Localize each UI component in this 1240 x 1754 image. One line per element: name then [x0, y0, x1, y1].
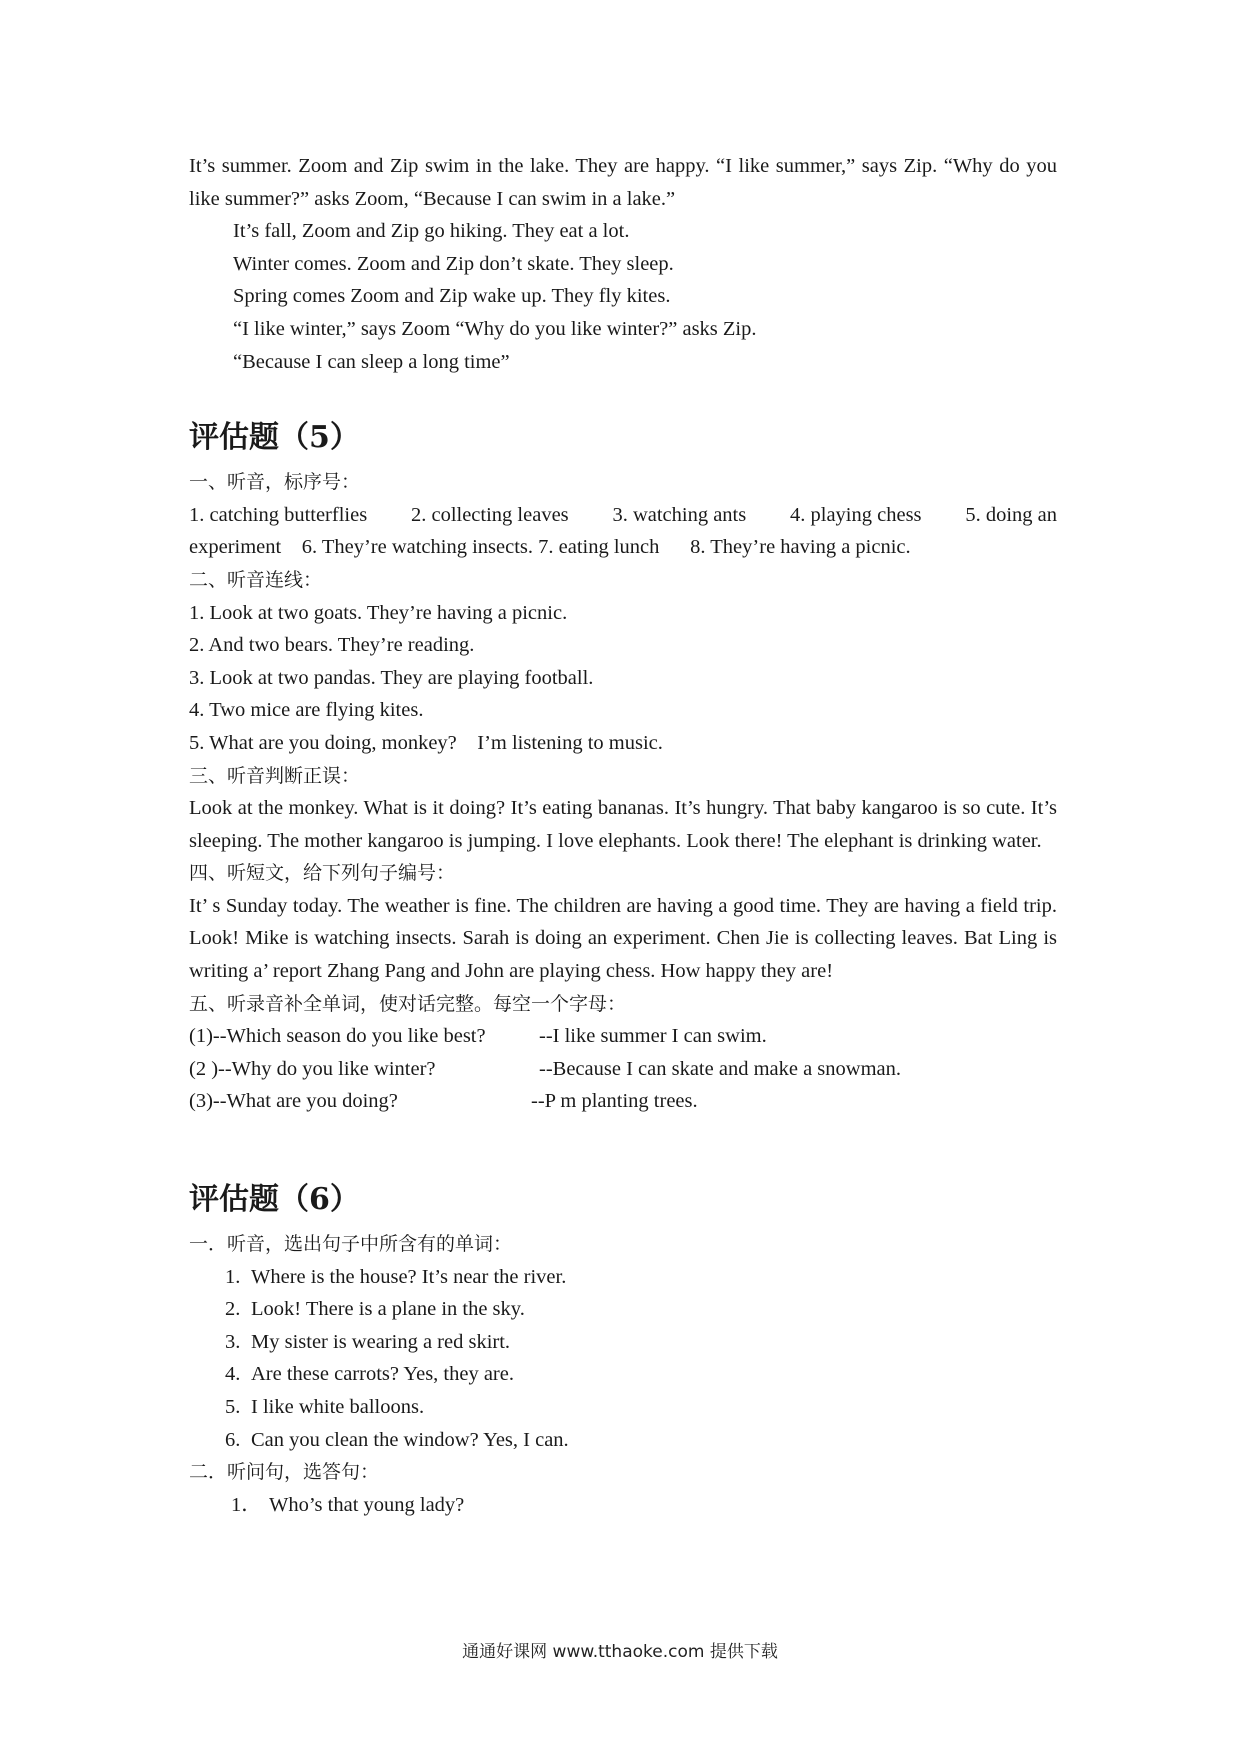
item-text: Can you clean the window? Yes, I can.	[251, 1428, 569, 1451]
section-5-title: 评估题（5）	[189, 420, 360, 456]
item-number: 6.	[225, 1428, 241, 1451]
intro-line: It’s fall, Zoom and Zip go hiking. They eat a lot.	[233, 220, 630, 243]
item-text: Are these carrots? Yes, they are.	[251, 1363, 514, 1386]
item-text: I like white balloons.	[251, 1396, 425, 1418]
list-item	[225, 1424, 1057, 1457]
list-item: 3. Look at two pandas. They are playing football.	[189, 666, 594, 689]
dialog-question: (2 )--Why do you like winter?	[189, 1057, 436, 1080]
list-item	[225, 1261, 1057, 1294]
dialog-row	[189, 1085, 1057, 1118]
dialog-question: (3)--What are you doing?	[189, 1090, 398, 1113]
dialog-row	[189, 1053, 1057, 1086]
section-6-title: 评估题（6）	[189, 1182, 360, 1218]
item-number: 4.	[225, 1363, 241, 1386]
section-5-part-2-heading: 二、听音连线：	[189, 568, 323, 591]
item-text: Where is the house? It’s near the river.	[251, 1265, 567, 1288]
list-item: 1. Look at two goats. They’re having a picnic.	[189, 601, 568, 624]
list-item	[231, 1489, 1057, 1522]
list-item: 5. What are you doing, monkey? I’m listening to music.	[189, 731, 663, 754]
list-item: 4. Two mice are flying kites.	[189, 699, 424, 722]
dialog-row	[189, 1020, 1057, 1053]
list-item: 2. And two bears. They’re reading.	[189, 634, 475, 657]
section-5-part-3-heading: 三、听音判断正误：	[189, 764, 361, 787]
item-number: 5.	[225, 1396, 241, 1418]
passage: It’ s Sunday today. The weather is fine. The children are having a good time. They are having a field trip. Look! Mike is watching insects. Sarah is doing an experiment. Chen Jie is collecting leaves. Bat Ling is writing a’ report Zhang Pang and John are playing chess. How happy they are!	[189, 894, 1057, 983]
options-line-2: experiment 6. They’re watching insects. 7. eating lunch 8. They’re having a picnic.	[189, 536, 911, 559]
item-number: 3.	[225, 1330, 241, 1353]
section-5-part-5-heading: 五、听录音补全单词，使对话完整。每空一个字母：	[189, 992, 627, 1015]
option: 1. catching butterflies	[189, 503, 368, 526]
page-footer: 通通好课网 www.tthaoke.com 提供下载	[462, 1642, 778, 1662]
intro-line: Spring comes Zoom and Zip wake up. They fly kites.	[233, 285, 671, 308]
options-row	[189, 499, 1057, 532]
list-item	[225, 1326, 1057, 1359]
section-5-part-4-heading: 四、听短文，给下列句子编号：	[189, 862, 456, 885]
intro-line: “Because I can sleep a long time”	[233, 350, 510, 373]
section-5-part-1-heading: 一、听音，标序号：	[189, 471, 361, 494]
section-6-part-2-heading: 二．听问句，选答句：	[189, 1461, 380, 1484]
item-number: 1.	[225, 1265, 241, 1288]
dialog-answer: --P m planting trees.	[531, 1090, 698, 1113]
option: 2. collecting leaves	[410, 503, 569, 526]
section-6-part-1-heading: 一．听音，选出句子中所含有的单词：	[189, 1233, 513, 1256]
intro-line: Winter comes. Zoom and Zip don’t skate. They sleep.	[233, 252, 674, 275]
item-text: My sister is wearing a red skirt.	[251, 1330, 511, 1353]
intro-line: “I like winter,” says Zoom “Why do you like winter?” asks Zip.	[233, 317, 757, 340]
option: 5. doing an	[965, 503, 1057, 526]
document-page	[189, 150, 1057, 1521]
dialog-question: (1)--Which season do you like best?	[189, 1025, 486, 1048]
item-text: Who’s that young lady?	[269, 1493, 465, 1516]
option: 3. watching ants	[612, 503, 747, 526]
dialog-answer: --Because I can skate and make a snowman.	[539, 1057, 902, 1080]
list-item	[225, 1391, 1057, 1424]
list-item	[225, 1358, 1057, 1391]
item-number: 1．	[231, 1493, 262, 1516]
item-number: 2.	[225, 1298, 241, 1321]
intro-paragraph: It’s summer. Zoom and Zip swim in the lake. They are happy. “I like summer,” says Zip. “Why do you like summer?” asks Zoom, “Because I can swim in a lake.”	[189, 155, 1057, 210]
passage: Look at the monkey. What is it doing? It’s eating bananas. It’s hungry. That baby kangaroo is so cute. It’s sleeping. The mother kangaroo is jumping. I love elephants. Look there! The elephant is drinking water.	[189, 797, 1057, 852]
list-item	[225, 1293, 1057, 1326]
item-text: Look! There is a plane in the sky.	[251, 1298, 525, 1321]
dialog-answer: --I like summer I can swim.	[539, 1025, 767, 1048]
option: 4. playing chess	[790, 503, 922, 526]
